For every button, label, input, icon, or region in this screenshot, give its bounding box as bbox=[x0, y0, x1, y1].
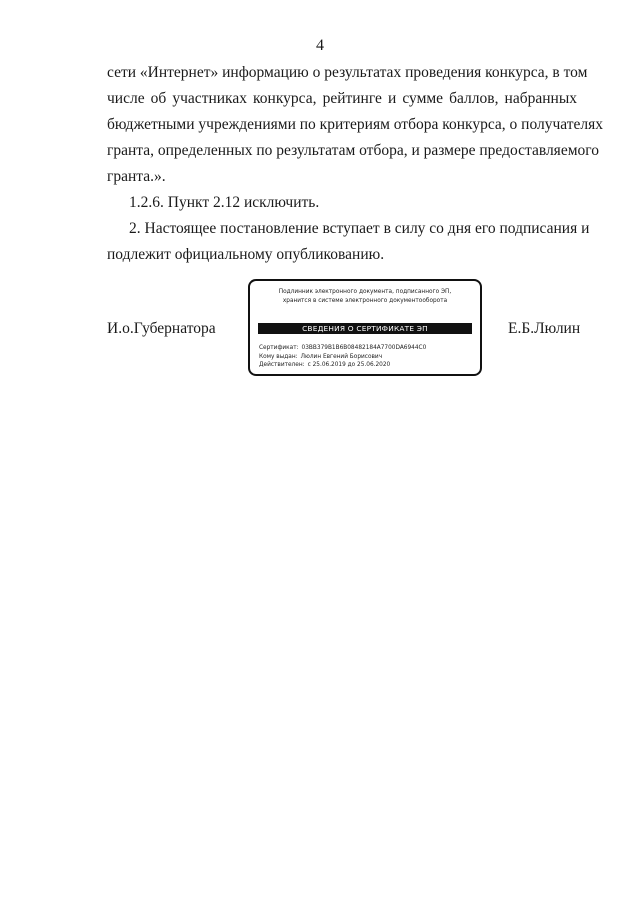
certificate-note-line: Подлинник электронного документа, подписанного ЭП, bbox=[278, 289, 452, 295]
text-line: 1.2.6. Пункт 2.12 исключить. bbox=[129, 194, 320, 211]
certificate-note-line: хранится в системе электронного документооборота bbox=[282, 297, 448, 304]
certificate-serial-value: 03BB379B1B6B08482184A7700DA6944C0 bbox=[301, 345, 427, 351]
certificate-serial-row bbox=[259, 344, 426, 353]
page-number: 4 bbox=[316, 37, 324, 54]
text-line: числе об участниках конкурса, рейтинге и сумме баллов, набранных bbox=[107, 90, 577, 107]
signatory-name: Е.Б.Люлин bbox=[508, 320, 581, 337]
text-line: бюджетными учреждениями по критериям отбора конкурса, о получателях bbox=[107, 116, 604, 133]
text-line: подлежит официальному опубликованию. bbox=[107, 246, 385, 263]
text-line: 2. Настоящее постановление вступает в силу со дня его подписания и bbox=[129, 220, 590, 237]
certificate-note bbox=[250, 288, 480, 305]
signatory-title: И.о.Губернатора bbox=[107, 320, 216, 337]
paragraph-results-publication bbox=[107, 60, 604, 190]
certificate-serial-label: Сертификат: bbox=[259, 345, 299, 351]
certificate-owner-row bbox=[259, 353, 426, 362]
certificate-owner-label: Кому выдан: bbox=[259, 353, 298, 360]
certificate-validity-label: Действителен: bbox=[259, 362, 305, 368]
document-body bbox=[107, 60, 604, 268]
certificate-details bbox=[259, 344, 426, 370]
certificate-validity-value: с 25.06.2019 до 25.06.2020 bbox=[307, 362, 391, 368]
certificate-owner-value: Люлин Евгений Борисович bbox=[300, 353, 383, 360]
text-line: гранта, определенных по результатам отбора, и размере предоставляемого bbox=[107, 142, 599, 159]
electronic-signature-stamp bbox=[248, 279, 482, 376]
text-line: гранта.». bbox=[107, 168, 166, 185]
paragraph-item-2 bbox=[107, 216, 590, 268]
certificate-validity-row bbox=[259, 361, 426, 370]
text-line: сети «Интернет» информацию о результатах проведения конкурса, в том bbox=[107, 64, 588, 81]
paragraph-item-1-2-6 bbox=[107, 190, 577, 216]
certificate-header: СВЕДЕНИЯ О СЕРТИФИКАТЕ ЭП bbox=[258, 323, 472, 334]
